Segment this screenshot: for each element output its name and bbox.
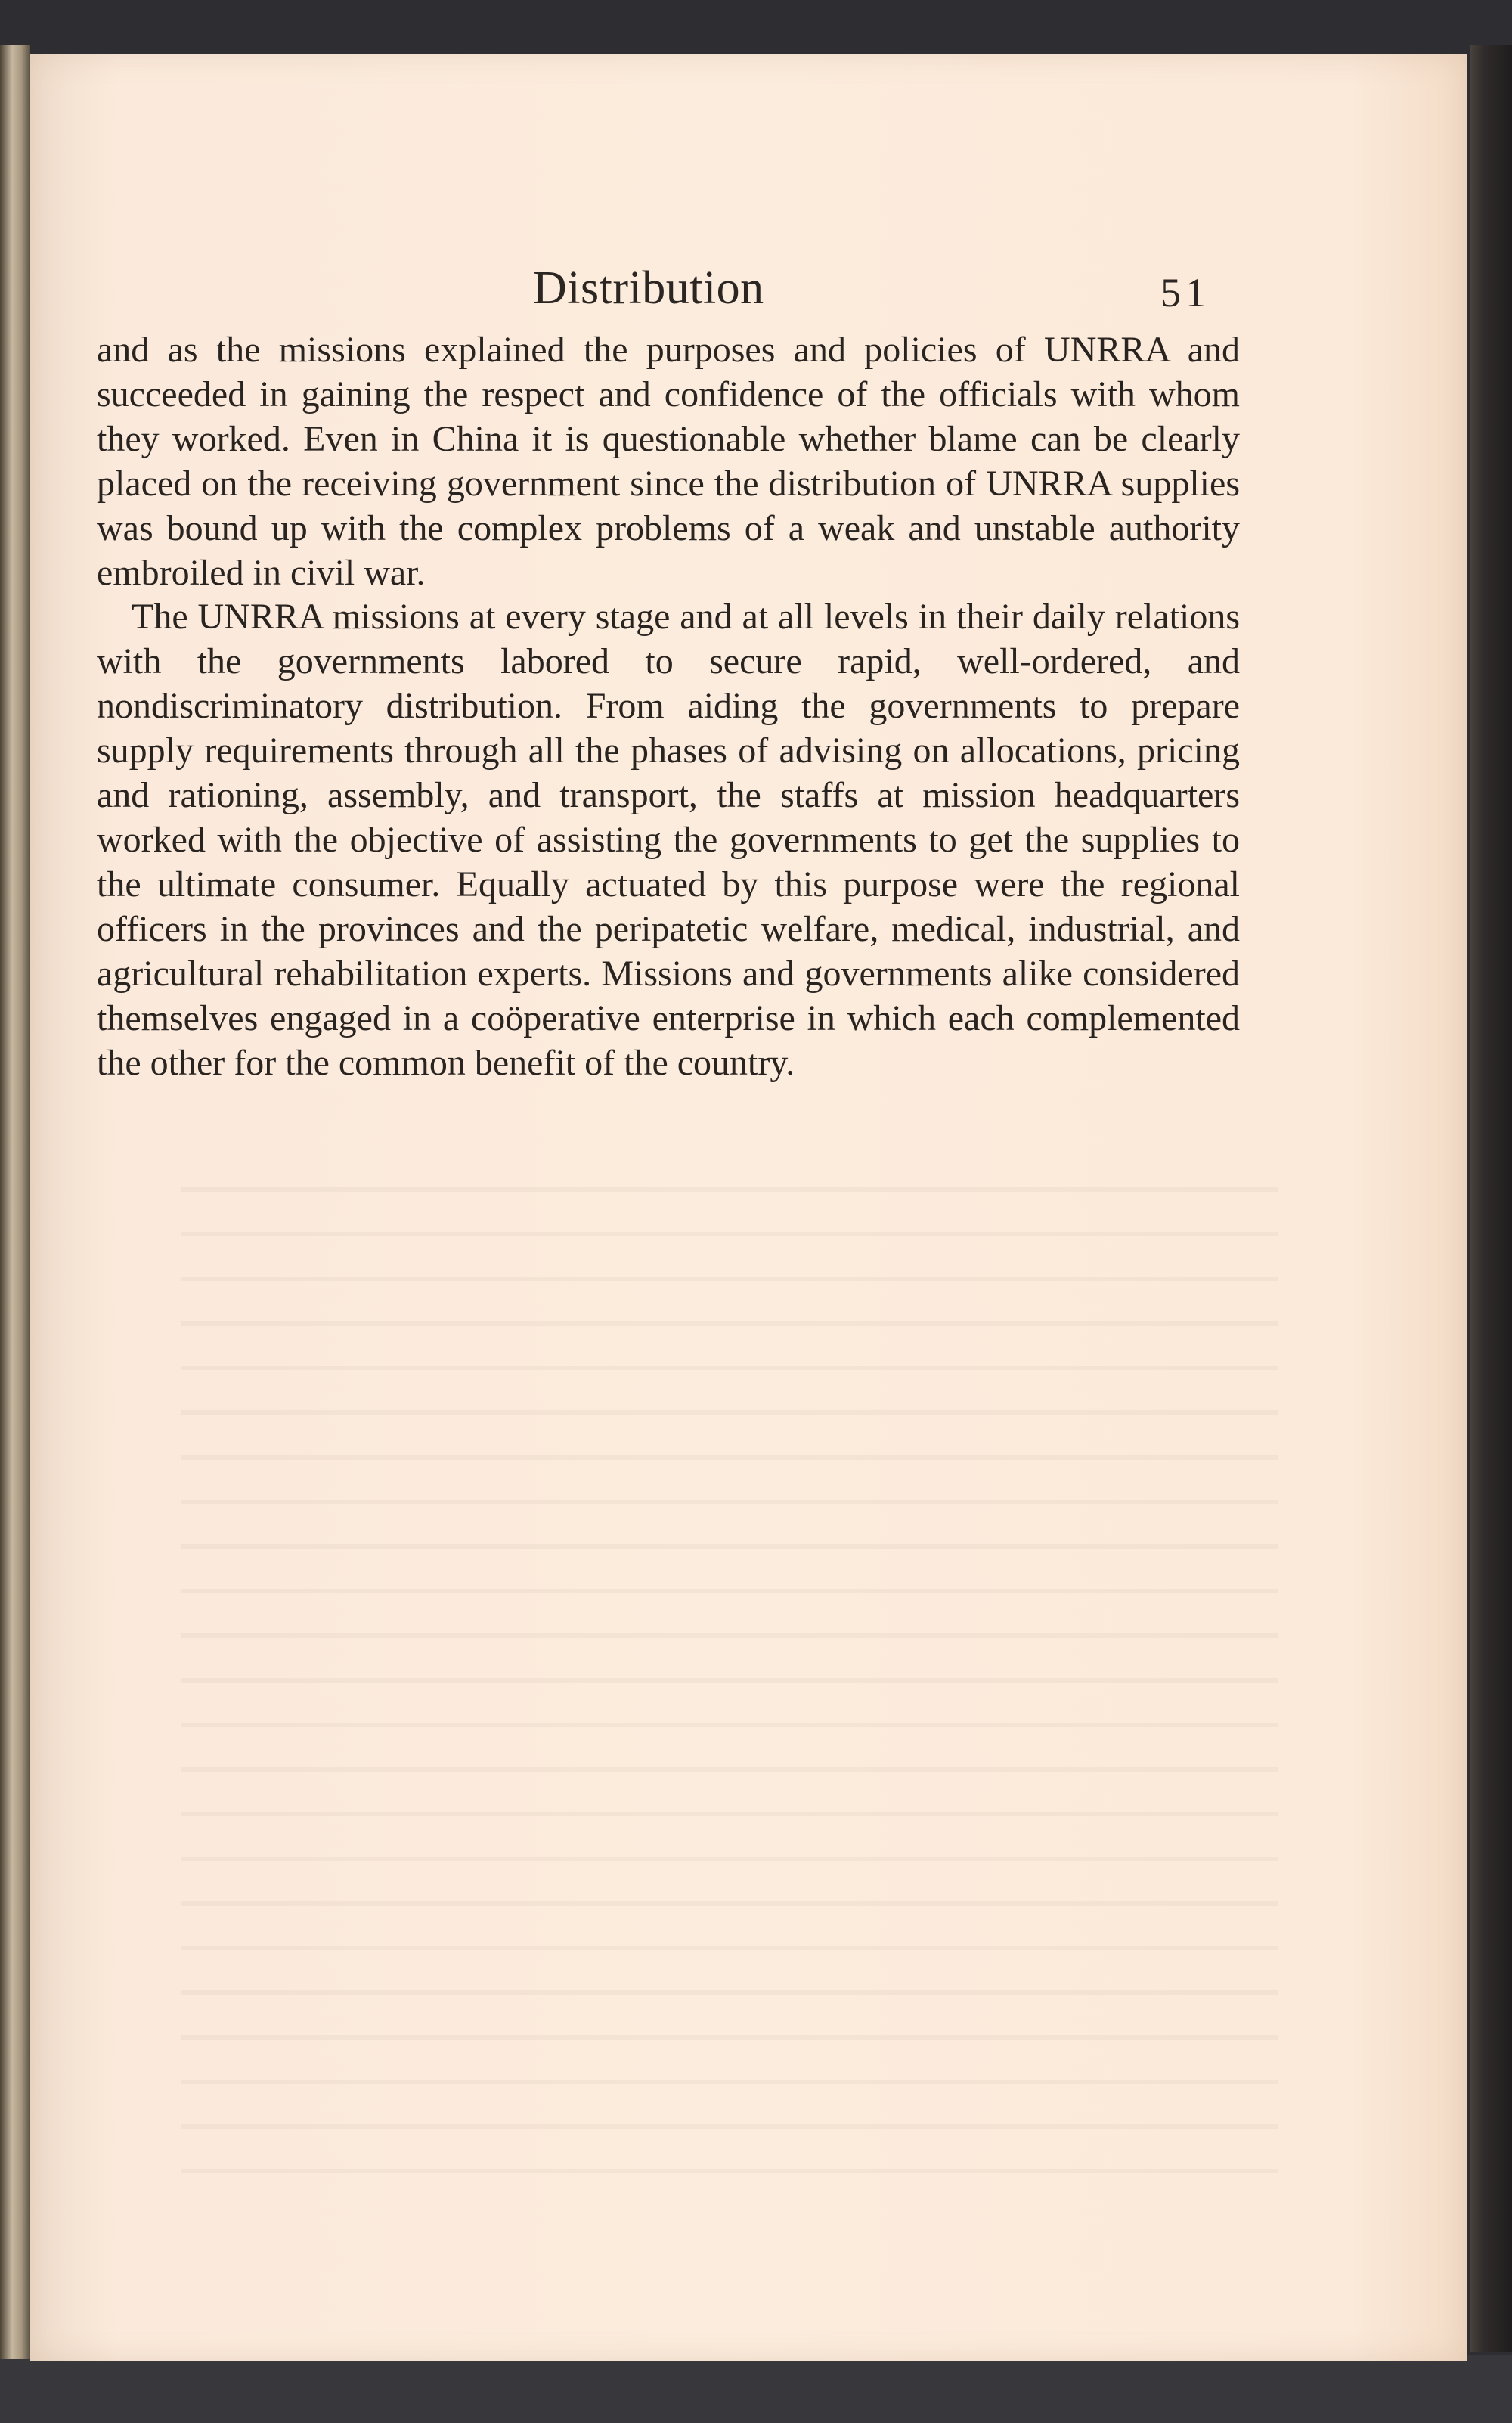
book-page: [30, 54, 1467, 2361]
paragraph-missions: The UNRRA missions at every stage and at all levels in their daily relations with the governments labored to secure rapid, well-ordered, and nondiscriminatory distribution. From aiding the governments to prepare supply requirements through all the phases of advising on allocations, pricing and rationing, assembly, and transport, the staffs at mission headquarters worked with the objective of assisting the governments to get the supplies to the ultimate consumer. Equally actuated by this purpose were the regional officers in the provinces and the peripatetic welfare, medical, industrial, and agricultural rehabilitation experts. Missions and governments alike considered themselves engaged in a coöperative enterprise in which each complemented the other for the common benefit of the country.: [97, 597, 1240, 1083]
running-head: [30, 206, 1467, 315]
scanner-bed: [0, 2355, 1512, 2423]
paragraph-continuation: and as the missions explained the purposes and policies of UNRRA and succeeded in gaining the respect and confidence of the officials with whom they worked. Even in China it is questionable whether blame can be clearly placed on the receiving government since the distribution of UNRRA supplies was bound up with the complex problems of a weak and unstable authority embroiled in civil war.: [97, 330, 1240, 593]
body-text: [97, 328, 1240, 1085]
running-title: Distribution: [533, 262, 764, 314]
page-number: 51: [1160, 270, 1210, 315]
bleed-through-text: [181, 1159, 1278, 2179]
book-cover-edge-right: [1470, 45, 1512, 2352]
book-page-edge-left: [0, 45, 30, 2359]
